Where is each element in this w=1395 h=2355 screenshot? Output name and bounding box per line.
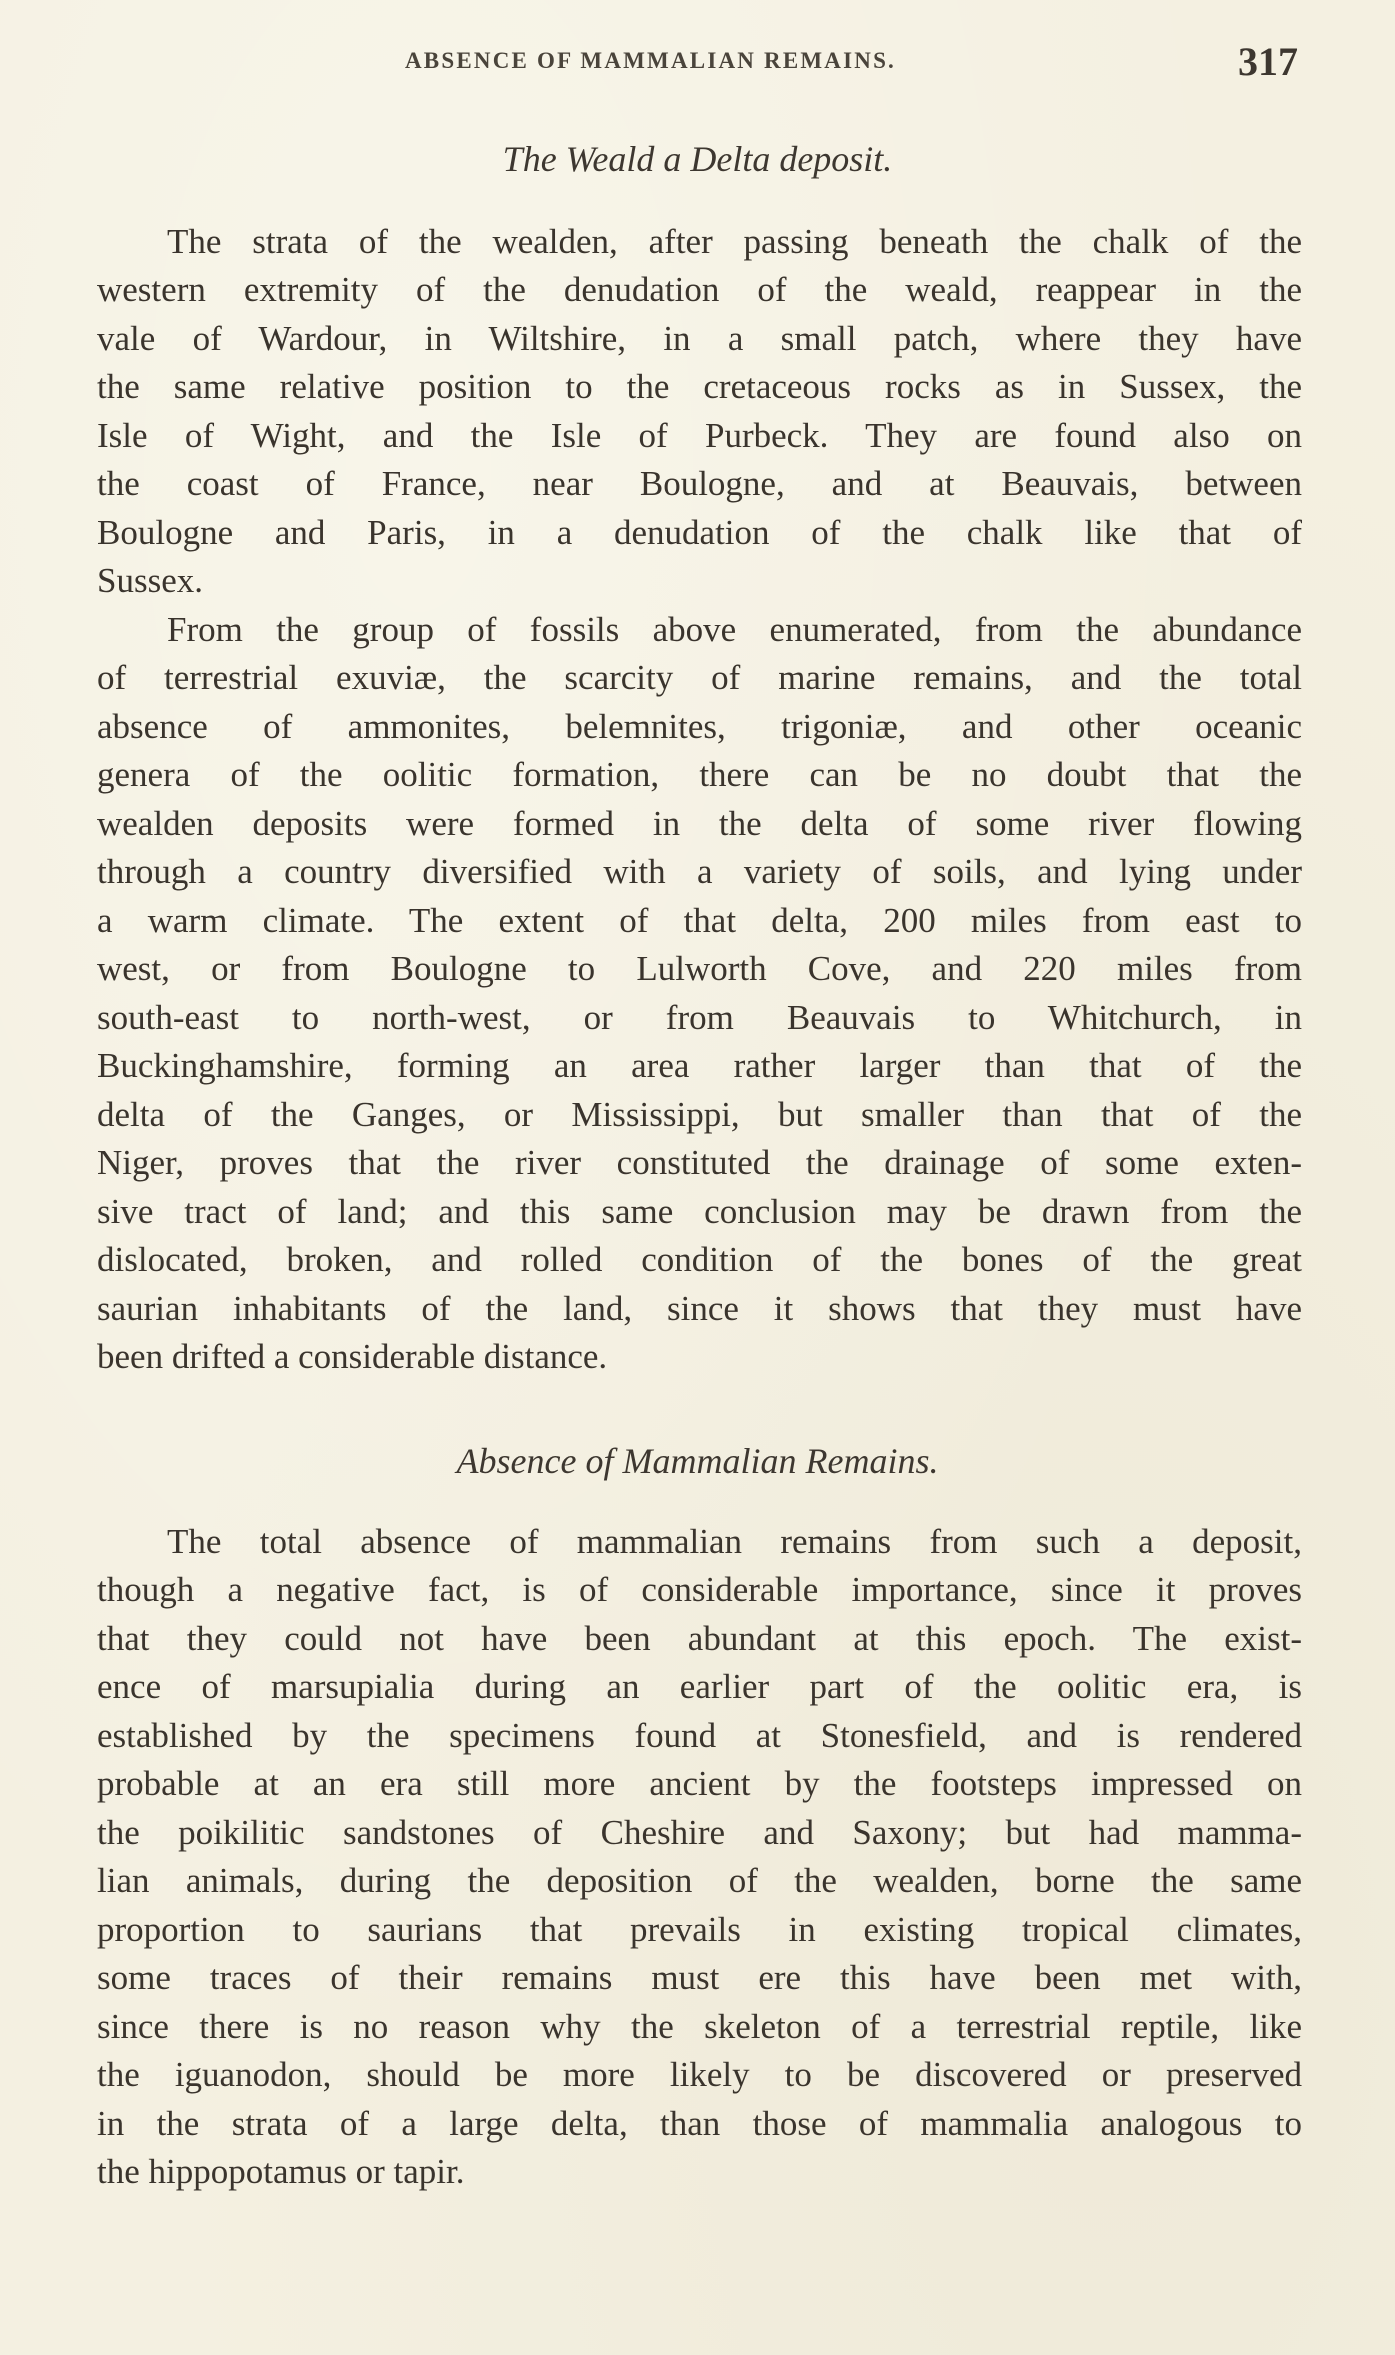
text-line: the poikilitic sandstones of Cheshire and Saxony; but had mamma- (97, 1813, 1302, 1852)
text-line: sive tract of land; and this same conclusion may be drawn from the (97, 1192, 1302, 1231)
text-line: The total absence of mammalian remains from such a deposit, (167, 1522, 1302, 1561)
text-line: some traces of their remains must ere this have been met with, (97, 1958, 1302, 1997)
text-line: in the strata of a large delta, than those of mammalia analogous to (97, 2104, 1302, 2143)
text-line: dislocated, broken, and rolled condition of the bones of the great (97, 1240, 1302, 1279)
text-line: Sussex. (97, 561, 203, 600)
text-line: since there is no reason why the skeleton of a terrestrial reptile, like (97, 2007, 1302, 2046)
text-line: saurian inhabitants of the land, since it shows that they must have (97, 1289, 1302, 1328)
text-line: From the group of fossils above enumerated, from the abundance (167, 610, 1302, 649)
text-line: proportion to saurians that prevails in existing tropical climates, (97, 1910, 1302, 1949)
text-line: the coast of France, near Boulogne, and at Beauvais, between (97, 464, 1302, 503)
text-line: that they could not have been abundant at this epoch. The exist- (97, 1619, 1302, 1658)
section-heading: The Weald a Delta deposit. (502, 139, 893, 179)
text-line: a warm climate. The extent of that delta, 200 miles from east to (97, 901, 1302, 940)
text-line: vale of Wardour, in Wiltshire, in a small patch, where they have (97, 319, 1302, 358)
text-line: west, or from Boulogne to Lulworth Cove, and 220 miles from (97, 949, 1302, 988)
text-line: ence of marsupialia during an earlier part of the oolitic era, is (97, 1667, 1302, 1706)
text-line: the iguanodon, should be more likely to be discovered or preserved (97, 2055, 1302, 2094)
text-line: the hippopotamus or tapir. (97, 2152, 465, 2191)
running-head: ABSENCE OF MAMMALIAN REMAINS. (405, 48, 897, 73)
text-line: Buckinghamshire, forming an area rather larger than that of the (97, 1046, 1302, 1085)
text-line: Niger, proves that the river constituted the drainage of some exten- (97, 1143, 1302, 1182)
text-line: lian animals, during the deposition of the wealden, borne the same (97, 1861, 1302, 1900)
text-line: wealden deposits were formed in the delta of some river flowing (97, 804, 1302, 843)
text-line: though a negative fact, is of considerable importance, since it proves (97, 1570, 1302, 1609)
text-line: established by the specimens found at Stonesfield, and is rendered (97, 1716, 1302, 1755)
text-line: genera of the oolitic formation, there can be no doubt that the (97, 755, 1302, 794)
text-line: Boulogne and Paris, in a denudation of the chalk like that of (97, 513, 1302, 552)
text-line: delta of the Ganges, or Mississippi, but smaller than that of the (97, 1095, 1302, 1134)
text-line: probable at an era still more ancient by the footsteps impressed on (97, 1764, 1302, 1803)
text-line: the same relative position to the cretaceous rocks as in Sussex, the (97, 367, 1302, 406)
page-number: 317 (1238, 39, 1298, 84)
text-line: Isle of Wight, and the Isle of Purbeck. They are found also on (97, 416, 1302, 455)
text-line: through a country diversified with a variety of soils, and lying under (97, 852, 1302, 891)
text-line: absence of ammonites, belemnites, trigoniæ, and other oceanic (97, 707, 1302, 746)
text-line: western extremity of the denudation of the weald, reappear in the (97, 270, 1302, 309)
section-heading: Absence of Mammalian Remains. (456, 1441, 939, 1481)
text-line: of terrestrial exuviæ, the scarcity of marine remains, and the total (97, 658, 1302, 697)
text-line: been drifted a considerable distance. (97, 1337, 608, 1376)
text-line: The strata of the wealden, after passing beneath the chalk of the (167, 222, 1302, 261)
text-line: south-east to north-west, or from Beauvais to Whitchurch, in (97, 998, 1302, 1037)
